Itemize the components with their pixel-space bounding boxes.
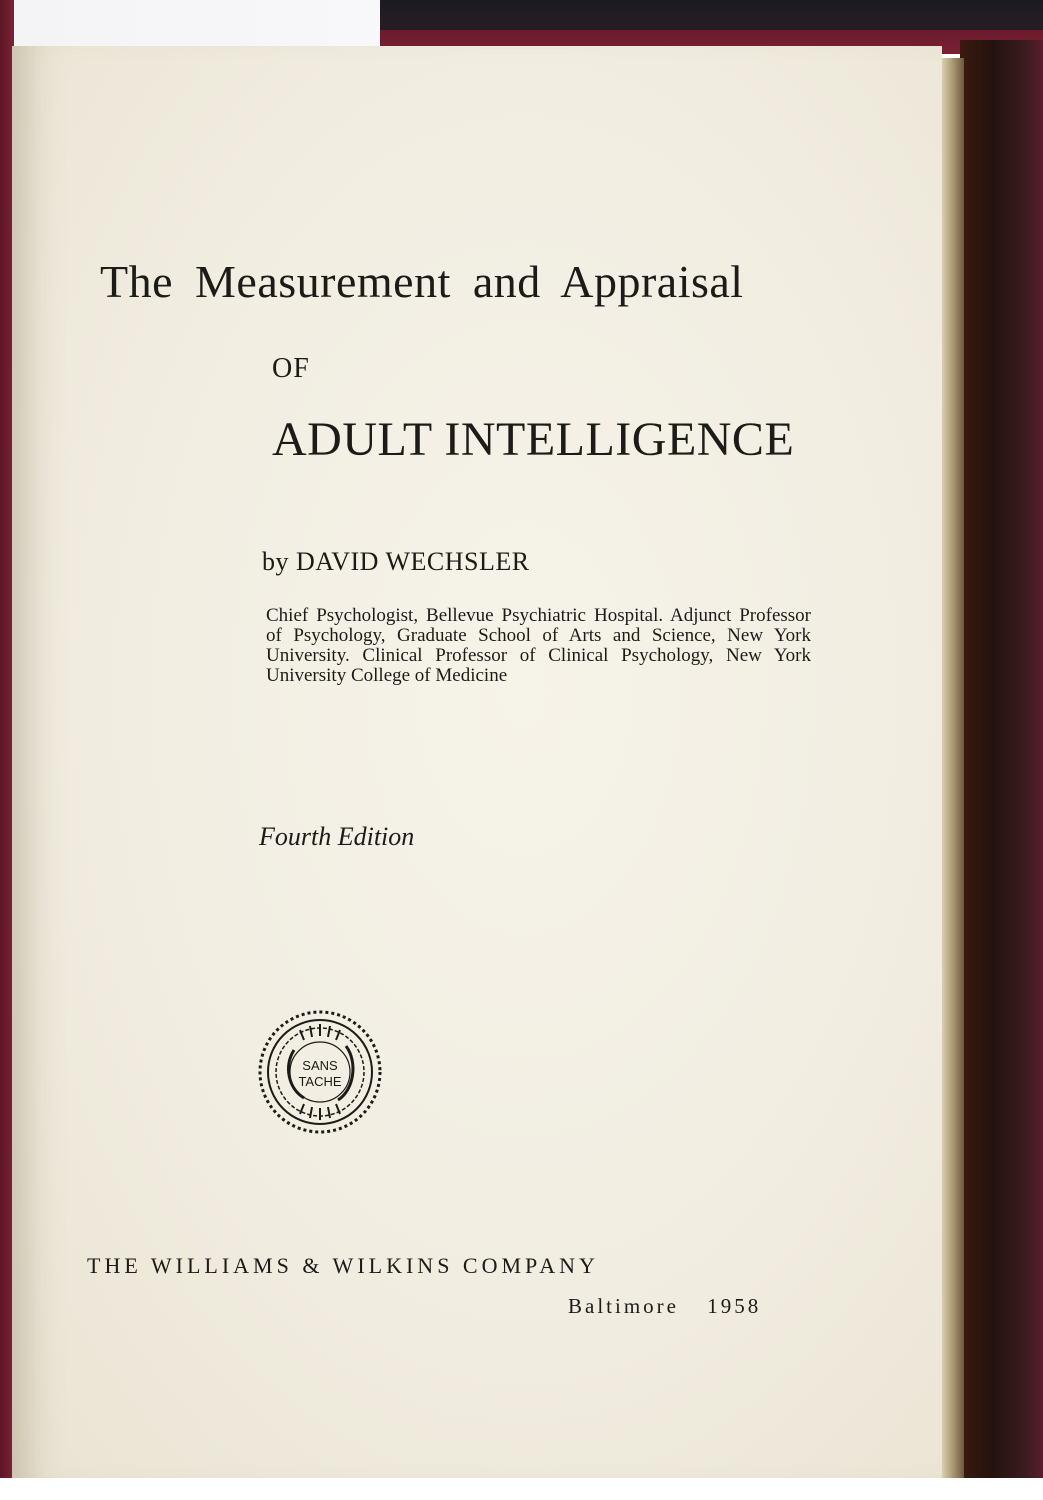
title-of: OF [272,353,310,384]
seal-text-sans: SANS [302,1058,338,1073]
publisher-place-year: Baltimore 1958 [568,1294,762,1318]
author-line: by DAVID WECHSLER [262,547,530,576]
publisher-name: THE WILLIAMS & WILKINS COMPANY [87,1253,599,1278]
book-title: The Measurement and Appraisal [100,256,744,307]
background-bottom [0,1478,1043,1500]
author-affiliation: Chief Psychologist, Bellevue Psychiatric Hospital. Adjunct Professor of Psychology, Graduate School of Arts and Science, New York University. Clinical Professor of Clinical Psychology, New York University College of Medicine [266,605,811,686]
edition-label: Fourth Edition [259,822,415,851]
book-cover-right-edge [960,40,1043,1480]
publisher-seal-icon [254,1006,386,1138]
book-subject: ADULT INTELLIGENCE [272,413,795,466]
seal-text-tache: TACHE [298,1074,342,1089]
background-top-left [0,0,390,48]
